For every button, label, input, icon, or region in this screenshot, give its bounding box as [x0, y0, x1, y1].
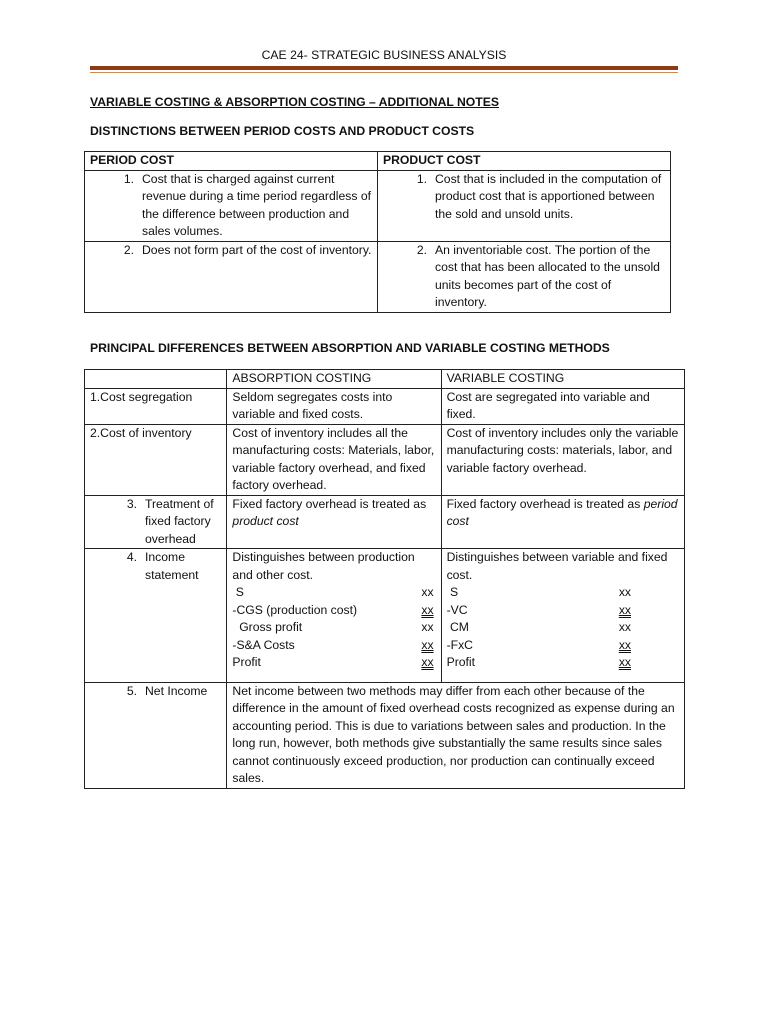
income-line-label: Gross profit: [232, 620, 303, 634]
row-number: 4.: [126, 550, 137, 564]
row-label-income-statement: [85, 549, 227, 683]
income-line-label: Profit: [232, 655, 261, 669]
header-rule-thin: [90, 72, 678, 73]
row-label-net-income: [85, 682, 227, 788]
income-line: [447, 619, 679, 637]
income-line-label: S: [232, 585, 244, 599]
row-label-fixed-overhead: [85, 495, 227, 549]
table-row: [85, 424, 685, 495]
income-line: [232, 654, 435, 672]
row-label-cost-of-inventory: 2.Cost of inventory: [85, 424, 227, 495]
income-line-amount: xx: [421, 602, 434, 617]
row-number: 2.: [416, 242, 427, 257]
period-text: Cost that is charged against current revenue during a time period regardless of the difference between production and sales volumes.: [142, 171, 371, 238]
income-line: [232, 619, 435, 637]
income-line-amount: xx: [618, 585, 631, 599]
income-line-amount: xx: [618, 620, 631, 634]
table-header-row: [85, 152, 671, 171]
income-line-label: -VC: [446, 602, 468, 617]
document-title: VARIABLE COSTING & ABSORPTION COSTING – ADDITIONAL NOTES: [90, 95, 499, 109]
income-line-amount: xx: [421, 585, 434, 599]
income-line: [232, 584, 435, 602]
product-cell-1: [378, 170, 671, 241]
period-text: Does not form part of the cost of inventory.: [142, 242, 372, 257]
income-line-label: -S&A Costs: [232, 637, 295, 652]
header-absorption-costing: ABSORPTION COSTING: [227, 370, 441, 389]
header-variable-costing: VARIABLE COSTING: [441, 370, 684, 389]
product-text: Cost that is included in the computation of product cost that is apportioned between the sold and unsold units.: [435, 171, 662, 221]
period-cell-1: [85, 170, 378, 241]
income-line-label: -CGS (production cost): [232, 602, 358, 617]
header-rule-thick: [90, 66, 678, 70]
absorption-intro: Distinguishes between production and other cost.: [232, 550, 415, 582]
variable-income-lines: [447, 584, 679, 672]
income-line: [447, 637, 679, 655]
income-line-label: S: [446, 585, 459, 599]
row-number: 1.: [123, 171, 134, 186]
row-label-cost-segregation: 1.Cost segregation: [85, 388, 227, 424]
income-line-amount: xx: [618, 602, 631, 617]
product-text: An inventoriable cost. The portion of the cost that has been allocated to the unsold units becomes part of the cost of inventory.: [435, 242, 660, 309]
absorption-cell: Seldom segregates costs into variable and fixed costs.: [227, 388, 441, 424]
variable-cell: Cost of inventory includes only the variable manufacturing costs: materials, labor, and variable factory overhead.: [441, 424, 684, 495]
row-number: 2.: [123, 242, 134, 257]
table-row: [85, 388, 685, 424]
row-number: 5.: [126, 683, 137, 698]
row-label: Income statement: [145, 550, 199, 582]
income-line: [447, 654, 679, 672]
income-line-label: Profit: [446, 655, 476, 669]
income-line: [232, 602, 435, 620]
income-line: [447, 584, 679, 602]
table-row: [85, 170, 671, 241]
product-cell-2: [378, 241, 671, 312]
row-number: 1.: [416, 171, 427, 186]
income-line: [232, 637, 435, 655]
row-number: 3.: [126, 496, 137, 511]
income-line-label: -FxC: [446, 637, 473, 652]
income-line-amount: xx: [421, 637, 434, 652]
table-row: [85, 682, 685, 788]
absorption-cell: [227, 495, 441, 549]
income-line-amount: xx: [421, 655, 434, 669]
income-line-amount: xx: [618, 637, 631, 652]
table-row: [85, 241, 671, 312]
absorption-text: Fixed factory overhead is treated as: [232, 496, 427, 511]
income-line-amount: xx: [618, 655, 631, 669]
income-line-amount: xx: [421, 620, 434, 634]
variable-income-cell: [441, 549, 684, 683]
absorption-variable-table: [84, 369, 685, 789]
income-line-label: CM: [446, 620, 469, 634]
section-heading-principal-differences: PRINCIPAL DIFFERENCES BETWEEN ABSORPTION AND VARIABLE COSTING METHODS: [90, 341, 610, 355]
absorption-emphasis: product cost: [232, 514, 299, 528]
absorption-income-lines: [232, 584, 435, 672]
net-income-explanation: Net income between two methods may differ from each other because of the difference in the amount of fixed overhead costs recognized as expense during an accounting period. This is due to variations between sales and production. In the long run, however, both methods give substantially the same results since sales cannot continuously exceed production, nor production can continually exceed sales.: [227, 682, 685, 788]
period-cell-2: [85, 241, 378, 312]
page-header: CAE 24- STRATEGIC BUSINESS ANALYSIS: [261, 48, 507, 62]
period-product-table: [84, 151, 671, 313]
variable-text: Fixed factory overhead is treated as: [446, 496, 644, 511]
variable-intro: Distinguishes between variable and fixed cost.: [446, 550, 668, 582]
income-line: [447, 602, 679, 620]
absorption-cell: Cost of inventory includes all the manufacturing costs: Materials, labor, variable factory overhead, and fixed factory overhead.: [227, 424, 441, 495]
row-label: Net Income: [145, 683, 208, 698]
table-row: [85, 495, 685, 549]
variable-cell: [441, 495, 684, 549]
header-blank: [85, 370, 227, 389]
variable-emphasis: period cost: [446, 496, 678, 528]
header-product-cost: PRODUCT COST: [378, 152, 671, 171]
section-heading-period-product: DISTINCTIONS BETWEEN PERIOD COSTS AND PRODUCT COSTS: [90, 124, 475, 138]
row-label: Treatment of fixed factory overhead: [145, 496, 214, 546]
header-period-cost: PERIOD COST: [85, 152, 378, 171]
table-row: [85, 549, 685, 683]
absorption-income-cell: [227, 549, 441, 683]
variable-cell: Cost are segregated into variable and fixed.: [441, 388, 684, 424]
table-header-row: [85, 370, 685, 389]
